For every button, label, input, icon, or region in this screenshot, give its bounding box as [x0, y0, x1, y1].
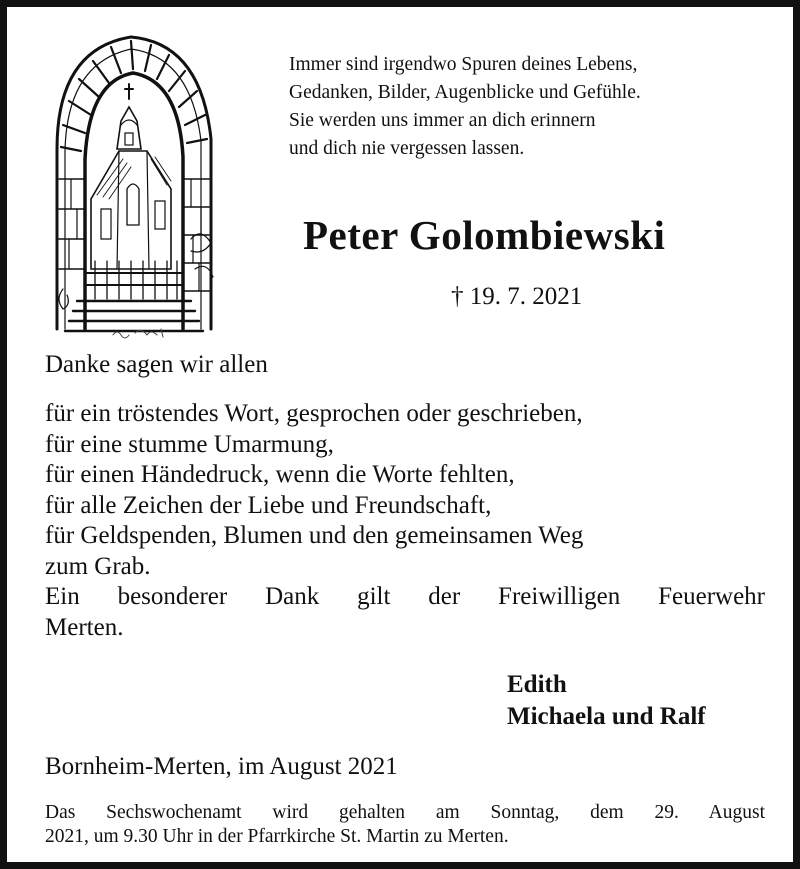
- poem-verse: [289, 51, 789, 163]
- thanks-line: für Geldspenden, Blumen und den gemeinsamen Weg: [45, 522, 584, 549]
- thanks-body: [45, 399, 765, 643]
- thanks-line: zum Grab.: [45, 552, 151, 580]
- place-date: Bornheim-Merten, im August 2021: [45, 753, 398, 780]
- thanks-line: für ein tröstendes Wort, gesprochen oder geschrieben,: [45, 400, 583, 427]
- notice-line: Das Sechswochenamt wird gehalten am Sonntag, dem 29. August: [45, 802, 765, 823]
- notice-line: 2021, um 9.30 Uhr in der Pfarrkirche St. Martin zu Merten.: [45, 826, 509, 847]
- signer-line: Michaela und Ralf: [507, 703, 706, 730]
- poem-line: Gedanken, Bilder, Augenblicke und Gefühle.: [289, 82, 641, 103]
- thanks-line: für einen Händedruck, wenn die Worte fehlten,: [45, 461, 515, 488]
- poem-line: und dich nie vergessen lassen.: [289, 138, 525, 159]
- signers: [507, 669, 706, 733]
- poem-line: Immer sind irgendwo Spuren deines Lebens,: [289, 54, 638, 75]
- thanks-line: für alle Zeichen der Liebe und Freundschaft,: [45, 491, 492, 519]
- deceased-name: Peter Golombiewski: [303, 212, 666, 258]
- signer-line: Edith: [507, 671, 567, 698]
- mass-notice: [45, 801, 765, 849]
- thanks-line: Merten.: [45, 613, 124, 641]
- thanks-intro: Danke sagen wir allen: [45, 351, 268, 378]
- church-archway-drawing-icon: [51, 29, 221, 341]
- thanks-line: für eine stumme Umarmung,: [45, 430, 334, 458]
- poem-line: Sie werden uns immer an dich erinnern: [289, 110, 596, 131]
- thanks-line: Ein besonderer Dank gilt der Freiwilligen Feuerwehr: [45, 583, 765, 610]
- death-date: † 19. 7. 2021: [451, 283, 583, 310]
